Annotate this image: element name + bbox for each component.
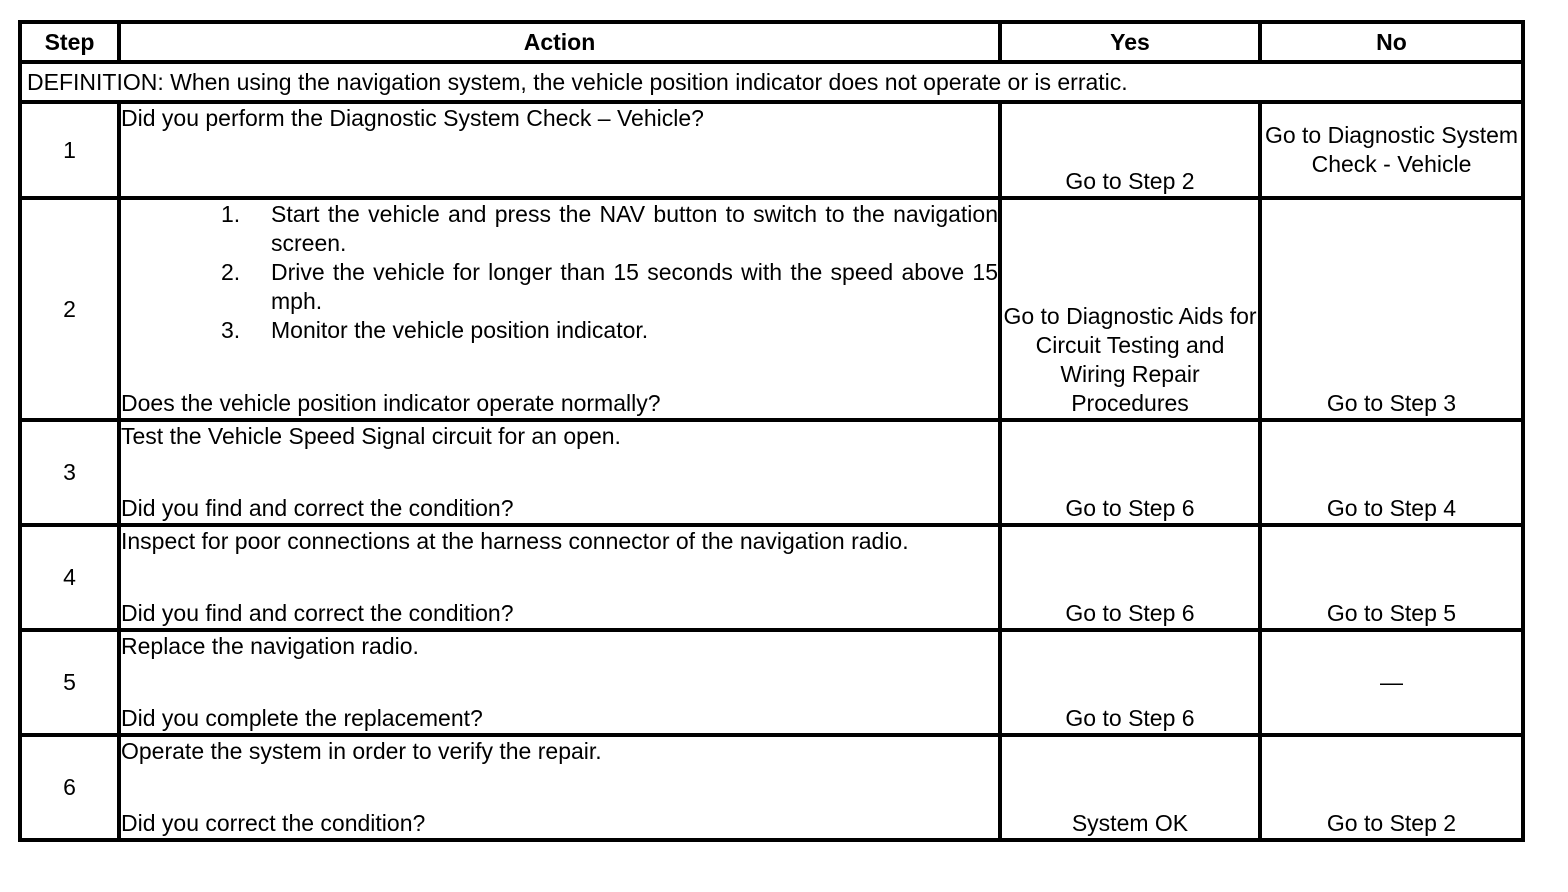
- action-cell: [119, 525, 1000, 630]
- step-number: 2: [20, 198, 119, 420]
- substep-number: 2.: [221, 259, 241, 285]
- action-text: Replace the navigation radio.: [121, 633, 419, 659]
- substep-text: Drive the vehicle for longer than 15 seconds with the speed above 15 mph.: [271, 259, 998, 314]
- table-row: [20, 630, 1523, 735]
- substep-text: Monitor the vehicle position indicator.: [271, 317, 649, 343]
- substep-text: Start the vehicle and press the NAV button to switch to the navigation screen.: [271, 201, 998, 256]
- action-cell: [119, 420, 1000, 525]
- action-cell: [119, 198, 1000, 420]
- action-cell: [119, 735, 1000, 840]
- no-result: —: [1260, 630, 1523, 735]
- definition-row: [20, 62, 1523, 102]
- action-text: Did you perform the Diagnostic System Check – Vehicle?: [121, 105, 704, 131]
- no-result: Go to Diagnostic System Check - Vehicle: [1260, 102, 1523, 198]
- action-text: Test the Vehicle Speed Signal circuit for an open.: [121, 423, 621, 449]
- substep-list: [121, 200, 998, 345]
- action-question: Did you find and correct the condition?: [121, 495, 514, 521]
- action-text: Operate the system in order to verify the repair.: [121, 738, 602, 764]
- action-question: Does the vehicle position indicator operate normally?: [121, 390, 661, 416]
- step-number: 5: [20, 630, 119, 735]
- table-row: [20, 102, 1523, 198]
- action-cell: [119, 102, 1000, 198]
- list-item: [221, 316, 998, 345]
- yes-result: Go to Step 2: [1000, 102, 1260, 198]
- header-row: [20, 22, 1523, 62]
- table-row: [20, 735, 1523, 840]
- header-no: No: [1260, 22, 1523, 62]
- no-result: Go to Step 2: [1260, 735, 1523, 840]
- step-number: 3: [20, 420, 119, 525]
- header-yes: Yes: [1000, 22, 1260, 62]
- yes-result: Go to Diagnostic Aids for Circuit Testing and Wiring Repair Procedures: [1000, 198, 1260, 420]
- list-item: [221, 258, 998, 316]
- step-number: 6: [20, 735, 119, 840]
- yes-result: System OK: [1000, 735, 1260, 840]
- table-row: [20, 198, 1523, 420]
- action-question: Did you complete the replacement?: [121, 705, 483, 731]
- header-step: Step: [20, 22, 119, 62]
- action-cell: [119, 630, 1000, 735]
- no-result: Go to Step 5: [1260, 525, 1523, 630]
- action-question: Did you correct the condition?: [121, 810, 426, 836]
- yes-result: Go to Step 6: [1000, 630, 1260, 735]
- yes-result: Go to Step 6: [1000, 525, 1260, 630]
- diagnostic-table: [18, 20, 1525, 842]
- yes-result: Go to Step 6: [1000, 420, 1260, 525]
- substep-number: 1.: [221, 201, 241, 227]
- list-item: [221, 200, 998, 258]
- table-row: [20, 420, 1523, 525]
- table-row: [20, 525, 1523, 630]
- substep-number: 3.: [221, 317, 241, 343]
- step-number: 1: [20, 102, 119, 198]
- action-text: Inspect for poor connections at the harness connector of the navigation radio.: [121, 528, 909, 554]
- step-number: 4: [20, 525, 119, 630]
- action-question: Did you find and correct the condition?: [121, 600, 514, 626]
- no-result: Go to Step 3: [1260, 198, 1523, 420]
- no-result: Go to Step 4: [1260, 420, 1523, 525]
- definition-text: DEFINITION: When using the navigation system, the vehicle position indicator does not operate or is erratic.: [20, 62, 1523, 102]
- header-action: Action: [119, 22, 1000, 62]
